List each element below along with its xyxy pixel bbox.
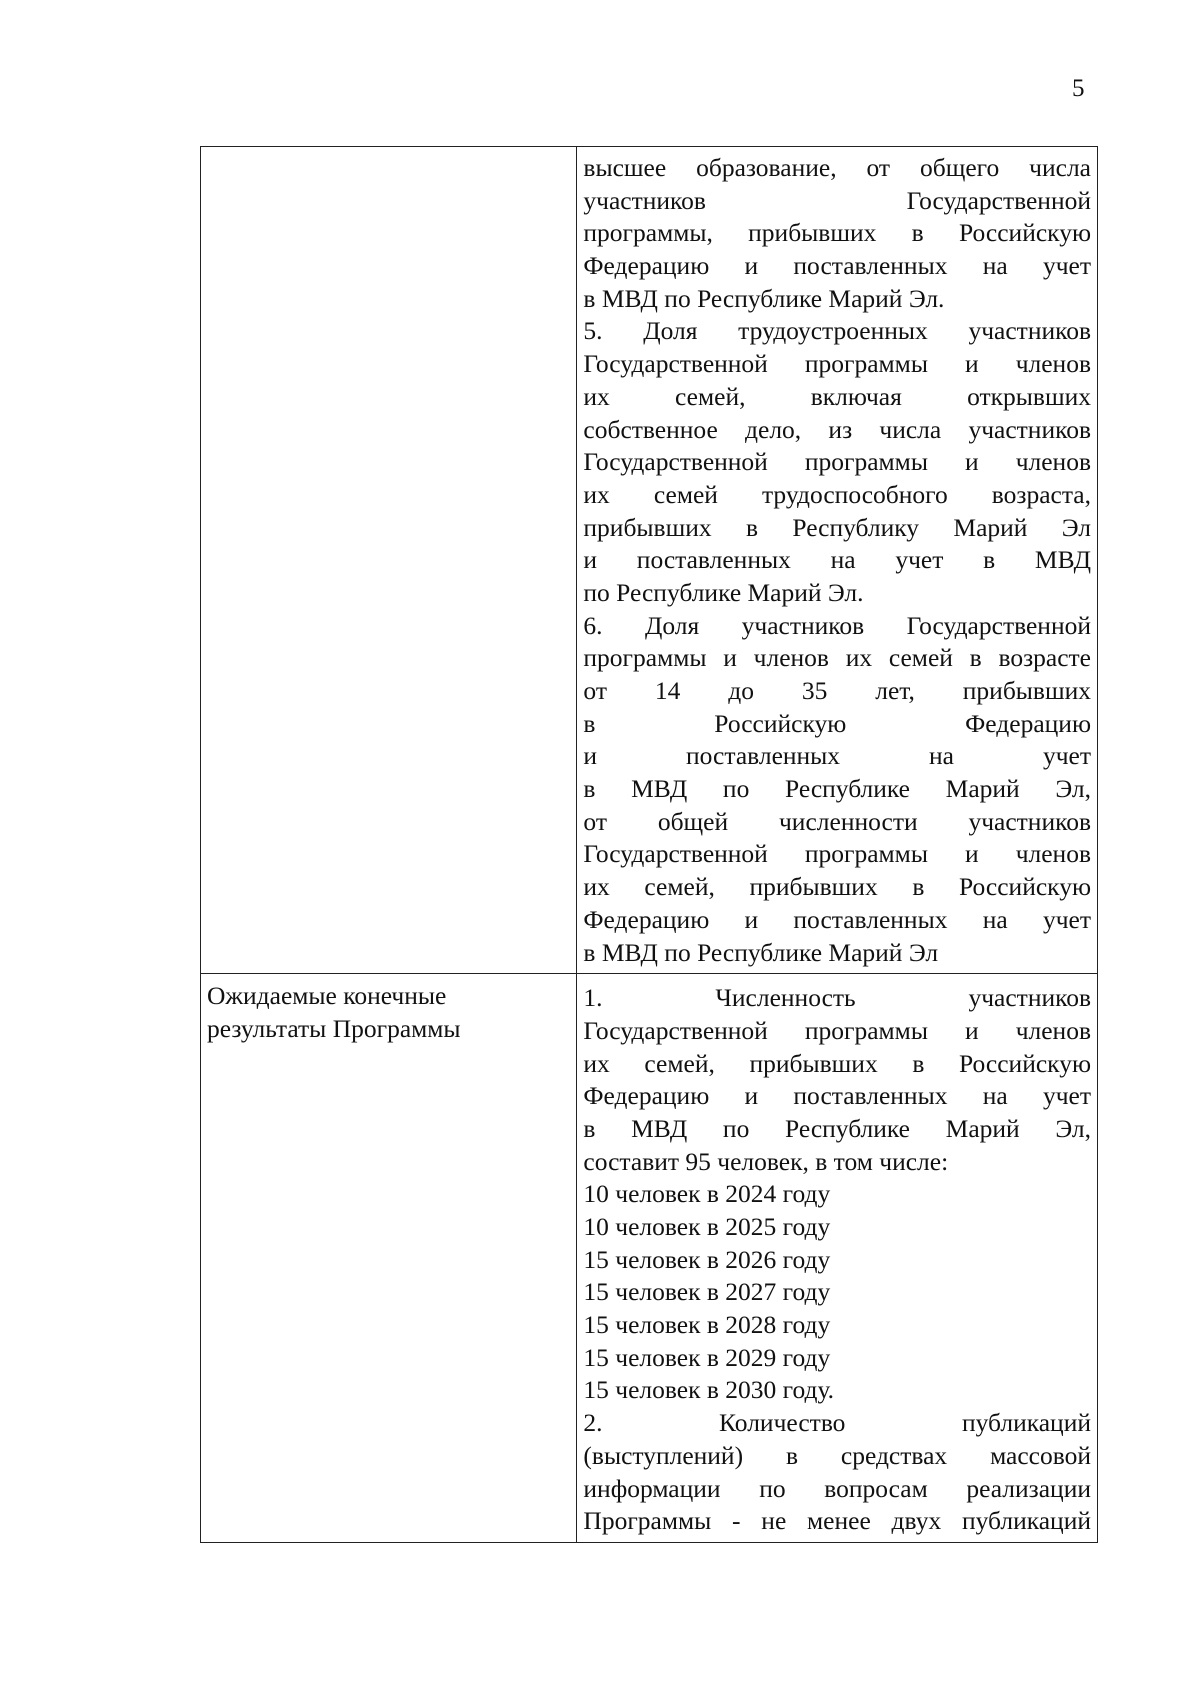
row-label (201, 974, 576, 1045)
text-line: 15 человек в 2028 году (583, 1310, 831, 1340)
row-label (201, 147, 576, 153)
text-line: прибывших в Республику Марий Эл (583, 512, 1091, 542)
row-content (577, 974, 1097, 1542)
text-line: 15 человек в 2026 году (583, 1244, 831, 1274)
text-line: Программы - не менее двух публикаций (583, 1506, 1091, 1536)
text-line: Государственной программы и членов (583, 447, 1091, 477)
text-line: программы, прибывших в Российскую (583, 218, 1091, 248)
text-line: (выступлений) в средствах массовой (583, 1440, 1091, 1470)
text-line: и поставленных на учет (583, 741, 1091, 771)
row-content-cell (577, 147, 1098, 974)
program-passport-table (200, 146, 1098, 1543)
text-line: Федерацию и поставленных на учет (583, 904, 1091, 934)
text-line: собственное дело, из числа участников (583, 414, 1091, 444)
text-line: в Российскую Федерацию (583, 708, 1091, 738)
text-line: Федерацию и поставленных на учет (583, 1081, 1091, 1111)
table-row (201, 974, 1098, 1543)
row-content-cell (577, 974, 1098, 1543)
text-line: высшее образование, от общего числа (583, 153, 1091, 182)
text-line: по Республике Марий Эл. (583, 577, 864, 607)
text-line: 6. Доля участников Государственной (583, 610, 1091, 640)
page-number: 5 (1072, 75, 1085, 102)
text-line: информации по вопросам реализации (583, 1473, 1091, 1503)
text-line: Федерацию и поставленных на учет (583, 251, 1091, 281)
text-line: их семей, включая открывших (583, 381, 1091, 411)
text-line: от 14 до 35 лет, прибывших (583, 676, 1091, 705)
text-line: в МВД по Республике Марий Эл. (583, 283, 945, 313)
row-content (577, 147, 1097, 973)
text-line: Государственной программы и членов (583, 1015, 1091, 1045)
text-line: и поставленных на учет в МВД (583, 545, 1091, 575)
row-label-cell (201, 147, 577, 974)
text-line: их семей, прибывших в Российскую (583, 872, 1091, 902)
label-line: Ожидаемые конечные (207, 981, 447, 1011)
text-line: 2. Количество публикаций (583, 1408, 1091, 1438)
text-line: участников Государственной (583, 185, 1091, 215)
text-line: 10 человек в 2025 году (583, 1212, 831, 1241)
text-line: Государственной программы и членов (583, 839, 1091, 869)
text-line: 15 человек в 2030 году. (583, 1375, 835, 1405)
text-line: их семей трудоспособного возраста, (583, 479, 1091, 509)
text-line: 15 человек в 2027 году (583, 1277, 831, 1307)
text-line: от общей численности участников (583, 806, 1091, 836)
text-line: в МВД по Республике Марий Эл (583, 937, 939, 967)
text-line: их семей, прибывших в Российскую (583, 1048, 1091, 1078)
table-row (201, 147, 1098, 974)
text-line: составит 95 человек, в том числе: (583, 1146, 949, 1176)
text-line: в МВД по Республике Марий Эл, (583, 774, 1091, 804)
text-line: 10 человек в 2024 году (583, 1179, 831, 1209)
text-line: 5. Доля трудоустроенных участников (583, 316, 1091, 346)
text-line: программы и членов их семей в возрасте (583, 643, 1091, 673)
text-line: Государственной программы и членов (583, 349, 1091, 379)
text-line: 15 человек в 2029 году (583, 1342, 831, 1372)
text-line: 1. Численность участников (583, 983, 1091, 1013)
text-line: в МВД по Республике Марий Эл, (583, 1113, 1091, 1143)
label-line: результаты Программы (207, 1013, 461, 1043)
row-label-cell (201, 974, 577, 1543)
